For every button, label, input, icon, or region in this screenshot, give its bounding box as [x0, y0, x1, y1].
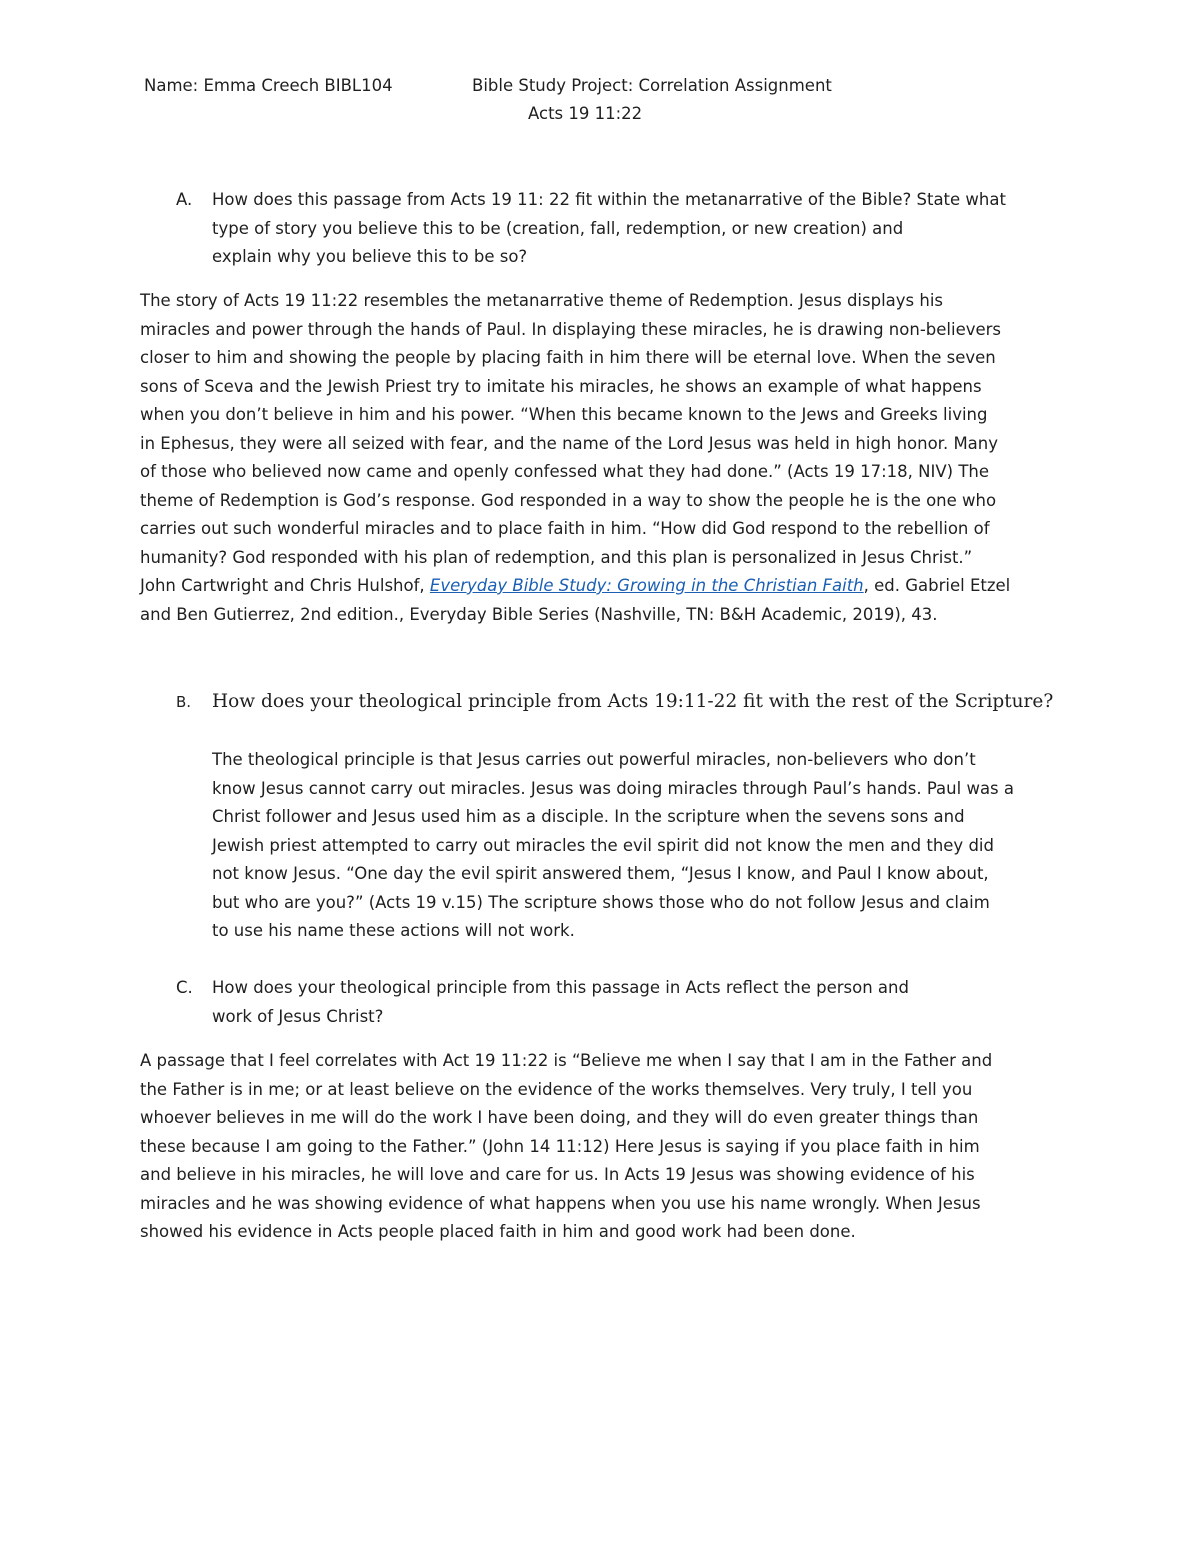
- question-c-letter: C.: [176, 978, 193, 997]
- document-title: Bible Study Project: Correlation Assignment: [472, 76, 832, 95]
- question-a-text: [212, 186, 1066, 272]
- answer-c-line: showed his evidence in Acts people placed faith in him and good work had been done.: [140, 1222, 856, 1241]
- answer-c-line: A passage that I feel correlates with Act 19 11:22 is “Believe me when I say that I am in the Father and: [140, 1051, 993, 1070]
- answer-c: [140, 1047, 992, 1247]
- answer-b-line: to use his name these actions will not work.: [212, 921, 575, 940]
- citation-line: [140, 572, 1010, 601]
- question-b-line: How does your theological principle from Acts 19:11-22 fit with the rest of the Scripture?: [212, 691, 1054, 712]
- question-a-line: explain why you believe this to be so?: [212, 247, 528, 266]
- answer-c-line: the Father is in me; or at least believe on the evidence of the works themselves. Very truly, I tell you: [140, 1079, 973, 1099]
- question-a-line: How does this passage from Acts 19 11: 22 fit within the metanarrative of the Bible? State what: [212, 190, 1006, 209]
- answer-a: [140, 287, 1010, 629]
- answer-a-line: humanity? God responded with his plan of redemption, and this plan is personalized in Jesus Christ.”: [140, 547, 973, 567]
- citation-book-link[interactable]: Everyday Bible Study: Growing in the Christian Faith: [429, 576, 864, 595]
- answer-c-line: whoever believes in me will do the work I have been doing, and they will do even greater things than: [140, 1108, 979, 1127]
- answer-b-line: Christ follower and Jesus used him as a disciple. In the scripture when the sevens sons and: [212, 807, 965, 826]
- answer-a-line: sons of Sceva and the Jewish Priest try to imitate his miracles, he shows an example of what happens: [140, 376, 982, 396]
- answer-c-line: these because I am going to the Father.” (John 14 11:12) Here Jesus is saying if you place faith in him: [140, 1136, 980, 1156]
- citation-editors: , ed. Gabriel Etzel: [863, 576, 1011, 595]
- answer-a-line: in Ephesus, they were all seized with fear, and the name of the Lord Jesus was held in high honor. Many: [140, 433, 999, 453]
- question-c: [176, 974, 1066, 1031]
- answer-a-line: of those who believed now came and openly confessed what they had done.” (Acts 19 17:18, NIV) The: [140, 462, 990, 481]
- passage-reference: Acts 19 11:22: [528, 104, 643, 123]
- answer-a-line: closer to him and showing the people by placing faith in him there will be eternal love. When the seven: [140, 348, 996, 367]
- student-name-course: Name: Emma Creech BIBL104: [144, 76, 393, 95]
- answer-a-line: The story of Acts 19 11:22 resembles the metanarrative theme of Redemption. Jesus displays his: [140, 291, 944, 310]
- answer-b-line: The theological principle is that Jesus carries out powerful miracles, non-believers who don’t: [212, 750, 976, 769]
- question-b-letter: B.: [176, 693, 192, 711]
- answer-b-line: not know Jesus. “One day the evil spirit answered them, “Jesus I know, and Paul I know about,: [212, 864, 989, 883]
- answer-a-line: miracles and power through the hands of Paul. In displaying these miracles, he is drawing non-believers: [140, 319, 1002, 339]
- citation-publication: and Ben Gutierrez, 2nd edition., Everyday Bible Series (Nashville, TN: B&H Academic, 2019), 43.: [140, 604, 938, 624]
- answer-a-line: carries out such wonderful miracles and to place faith in him. “How did God respond to the rebellion of: [140, 519, 990, 538]
- question-a: [176, 186, 1066, 272]
- answer-c-line: and believe in his miracles, he will love and care for us. In Acts 19 Jesus was showing evidence of his: [140, 1165, 975, 1184]
- question-b: [176, 688, 1066, 716]
- question-a-line: type of story you believe this to be (creation, fall, redemption, or new creation) and: [212, 218, 904, 238]
- answer-b-line: but who are you?” (Acts 19 v.15) The scripture shows those who do not follow Jesus and claim: [212, 892, 990, 912]
- question-c-text: [212, 974, 1066, 1031]
- answer-b: [212, 746, 1014, 946]
- answer-a-line: theme of Redemption is God’s response. God responded in a way to show the people he is the one who: [140, 490, 997, 510]
- citation-authors: John Cartwright and Chris Hulshof,: [140, 576, 430, 595]
- answer-a-line: when you don’t believe in him and his power. “When this became known to the Jews and Greeks living: [140, 405, 988, 424]
- answer-b-line: Jewish priest attempted to carry out miracles the evil spirit did not know the men and they did: [212, 835, 994, 855]
- answer-b-line: know Jesus cannot carry out miracles. Jesus was doing miracles through Paul’s hands. Paul was a: [212, 778, 1015, 798]
- question-b-text: [212, 688, 1066, 716]
- question-a-letter: A.: [176, 190, 193, 209]
- question-c-line: How does your theological principle from this passage in Acts reflect the person and: [212, 978, 909, 997]
- answer-c-line: miracles and he was showing evidence of what happens when you use his name wrongly. When Jesus: [140, 1193, 981, 1213]
- question-c-line: work of Jesus Christ?: [212, 1006, 384, 1026]
